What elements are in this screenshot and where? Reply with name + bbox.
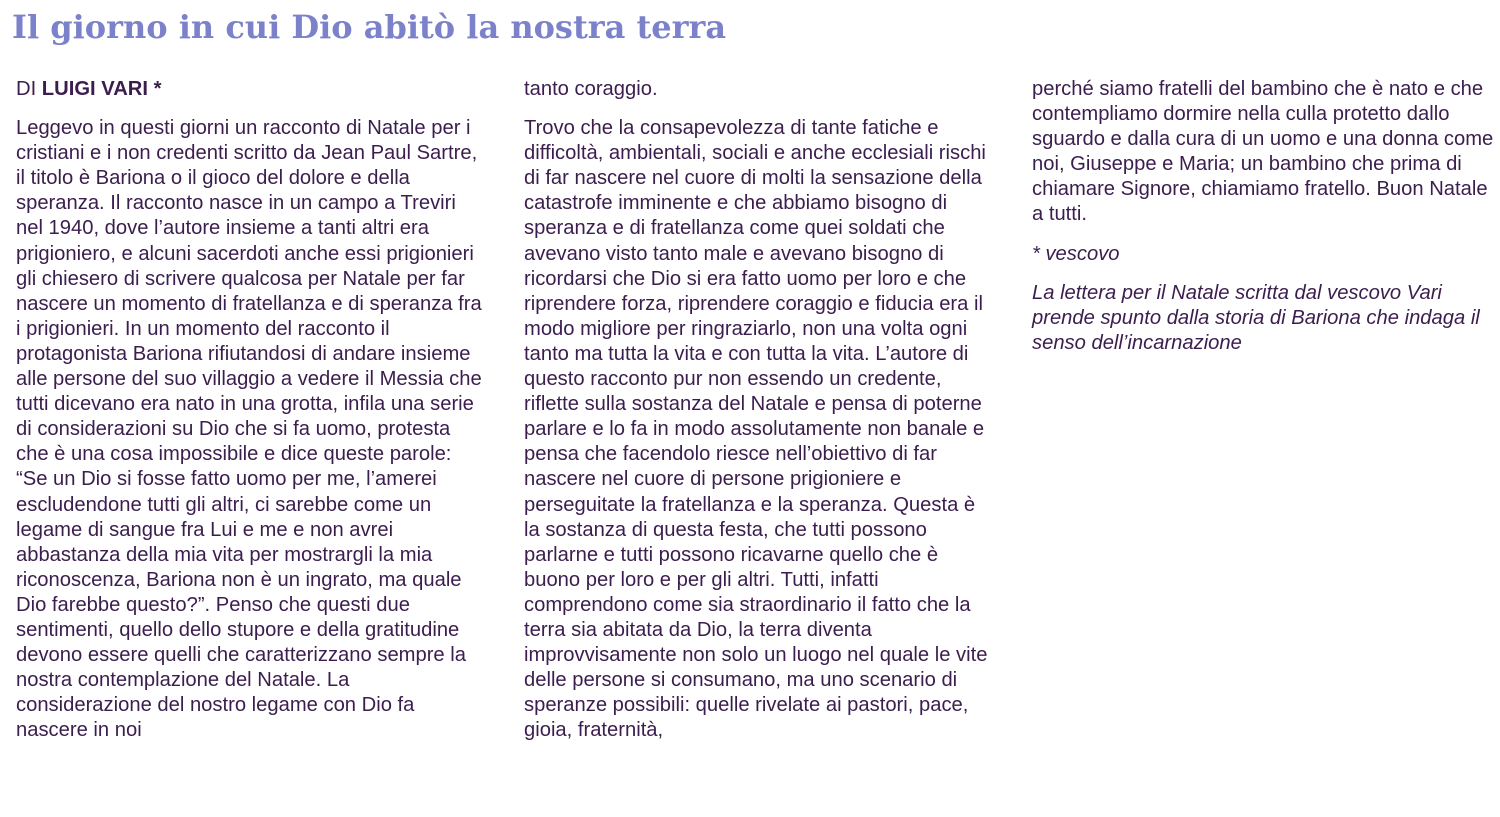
article-title: Il giorno in cui Dio abitò la nostra terra (12, 8, 727, 46)
article-caption: La lettera per il Natale scritta dal vescovo Vari prende spunto dalla storia di Bariona che indaga il senso dell’incarnazione (1032, 281, 1480, 354)
article-column-1 (16, 77, 486, 757)
article-column-3 (1032, 77, 1500, 370)
byline-author: LUIGI VARI * (41, 78, 162, 100)
body-paragraph: perché siamo fratelli del bambino che è nato e che contempliamo dormire nella culla protetto dallo sguardo e dalla cura di un uomo e una donna come noi, Giuseppe e Maria; un bambino che prima di chiamare Signore, chiamiamo fratello. Buon Natale a tutti. (1032, 78, 1494, 226)
article-column-2 (524, 77, 994, 757)
body-paragraph: Leggevo in questi giorni un racconto di Natale per i cristiani e i non credenti scritto da Jean Paul Sartre, il titolo è Bariona o il gioco del dolore e della speranza. Il racconto nasce in un campo a Treviri nel 1940, dove l’autore insieme a tanti altri era prigioniero, e alcuni sacerdoti anche essi prigionieri gli chiesero di scrivere qualcosa per Natale per far nascere un momento di fratellanza e di speranza fra i prigionieri. In un momento del racconto il protagonista Bariona rifiutandosi di andare insieme alle persone del suo villaggio a vedere il Messia che tutti dicevano era nato in una grotta, infila una serie di considerazioni su Dio che si fa uomo, protesta che è una cosa impossibile e dice queste parole: “Se un Dio si fosse fatto uomo per me, l’amerei escludendone tutti gli altri, ci sarebbe come un legame di sangue fra Lui e me e non avrei abbastanza della mia vita per mostrargli la mia riconoscenza, Bariona non è un ingrato, ma quale Dio farebbe questo?”. Penso che questi due sentimenti, quello dello stupore e della gratitudine devono essere quelli che caratterizzano sempre la nostra contemplazione del Natale. La considerazione del nostro legame con Dio fa nascere in noi (16, 117, 482, 742)
byline-prefix: DI (16, 78, 42, 100)
byline (16, 77, 486, 102)
body-paragraph: Trovo che la consapevolezza di tante fatiche e difficoltà, ambientali, sociali e anche ecclesiali rischi di far nascere nel cuore di molti la sensazione della catastrofe imminente e che abbiamo bisogno di speranza e di fratellanza come quei soldati che avevano visto tanto male e avevano bisogno di ricordarsi che Dio si era fatto uomo per loro e che riprendere forza, riprendere coraggio e fiducia era il modo migliore per ringraziarlo, non una volta ogni tanto ma tutta la vita e con tutta la vita. L’autore di questo racconto pur non essendo un credente, riflette sulla sostanza del Natale e pensa di poterne parlare e lo fa in modo assolutamente non banale e pensa che facendolo riesce nell’obiettivo di far nascere nel cuore di persone prigioniere e perseguitate la fratellanza e la speranza. Questa è la sostanza di questa festa, che tutti possono parlarne e tutti possono ricavarne quello che è buono per loro e per gli altri. Tutti, infatti comprendono come sia straordinario il fatto che la terra sia abitata da Dio, la terra diventa improvvisamente non solo un luogo nel quale le vite delle persone si consumano, ma uno scenario di speranze possibili: quelle rivelate ai pastori, pace, gioia, fraternità, (524, 117, 988, 742)
author-note: * vescovo (1032, 242, 1120, 265)
body-paragraph: tanto coraggio. (524, 78, 658, 100)
